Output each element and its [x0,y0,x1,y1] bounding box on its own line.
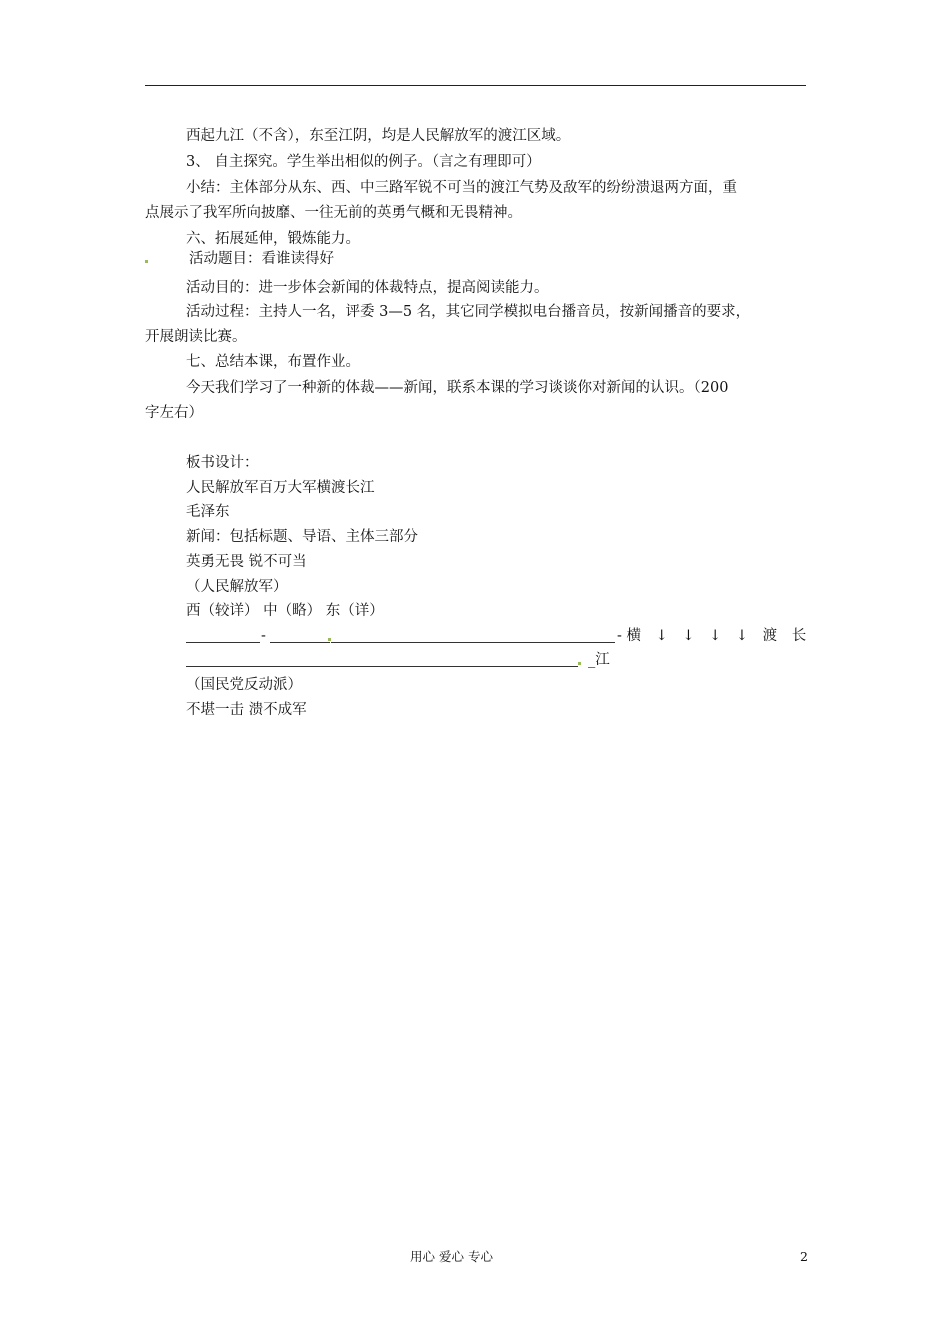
blank-line [270,642,330,643]
board-army-label: （人民解放军） [186,579,288,595]
paragraph-summary-line1: 小结：主体部分从东、西、中三路军锐不可当的渡江气势及敌军的纷纷溃退两方面，重 [186,180,737,196]
board-army-traits: 英勇无畏 锐不可当 [186,554,307,570]
board-author: 毛泽东 [186,504,230,520]
blank-line [186,666,578,667]
arrow-row-crossing [617,626,808,646]
section-six-heading: 六、拓展延伸，锻炼能力。 [186,231,360,247]
board-heading: 板书设计： [186,455,259,471]
activity-process-line2: 开展朗读比赛。 [145,329,247,345]
paragraph-summary-line2: 点展示了我军所向披靡、一往无前的英勇气概和无畏精神。 [145,205,522,221]
board-enemy-label: （国民党反动派） [186,677,302,693]
river-label: _江 [588,652,610,668]
blank-line [331,642,615,643]
blank-line [186,642,260,643]
section-seven-heading: 七、总结本课，布置作业。 [186,354,360,370]
board-structure: 新闻：包括标题、导语、主体三部分 [186,529,418,545]
paragraph-crossing-area: 西起九江（不含），东至江阴，均是人民解放军的渡江区域。 [186,128,571,144]
paragraph-self-explore: 3、 自主探究。学生举出相似的例子。（言之有理即可） [186,154,541,170]
homework-line2: 字左右） [145,405,203,421]
bullet-dot-icon [145,260,148,263]
footer-motto: 用心 爱心 专心 [410,1249,493,1264]
bullet-dot-icon [578,662,581,665]
dash-mark: - [617,628,622,644]
activity-title: 活动题目：看谁读得好 [189,251,334,267]
homework-line1: 今天我们学习了一种新的体裁——新闻，联系本课的学习谈谈你对新闻的认识。（200 [186,380,729,396]
bullet-dot-icon [328,638,331,641]
board-routes: 西（较详） 中（略） 东（详） [186,603,384,619]
header-rule [145,85,806,86]
board-enemy-traits: 不堪一击 溃不成军 [186,702,307,718]
activity-goal: 活动目的：进一步体会新闻的体裁特点，提高阅读能力。 [186,280,549,296]
board-title: 人民解放军百万大军横渡长江 [186,480,375,496]
crossing-arrows: 横 ↓ ↓ ↓ ↓ 渡 长 [626,628,809,644]
activity-process-line1: 活动过程：主持人一名，评委 3—5 名，其它同学模拟电台播音员，按新闻播音的要求， [186,304,751,320]
page-number: 2 [800,1249,808,1264]
dash-mark: - [261,628,266,644]
